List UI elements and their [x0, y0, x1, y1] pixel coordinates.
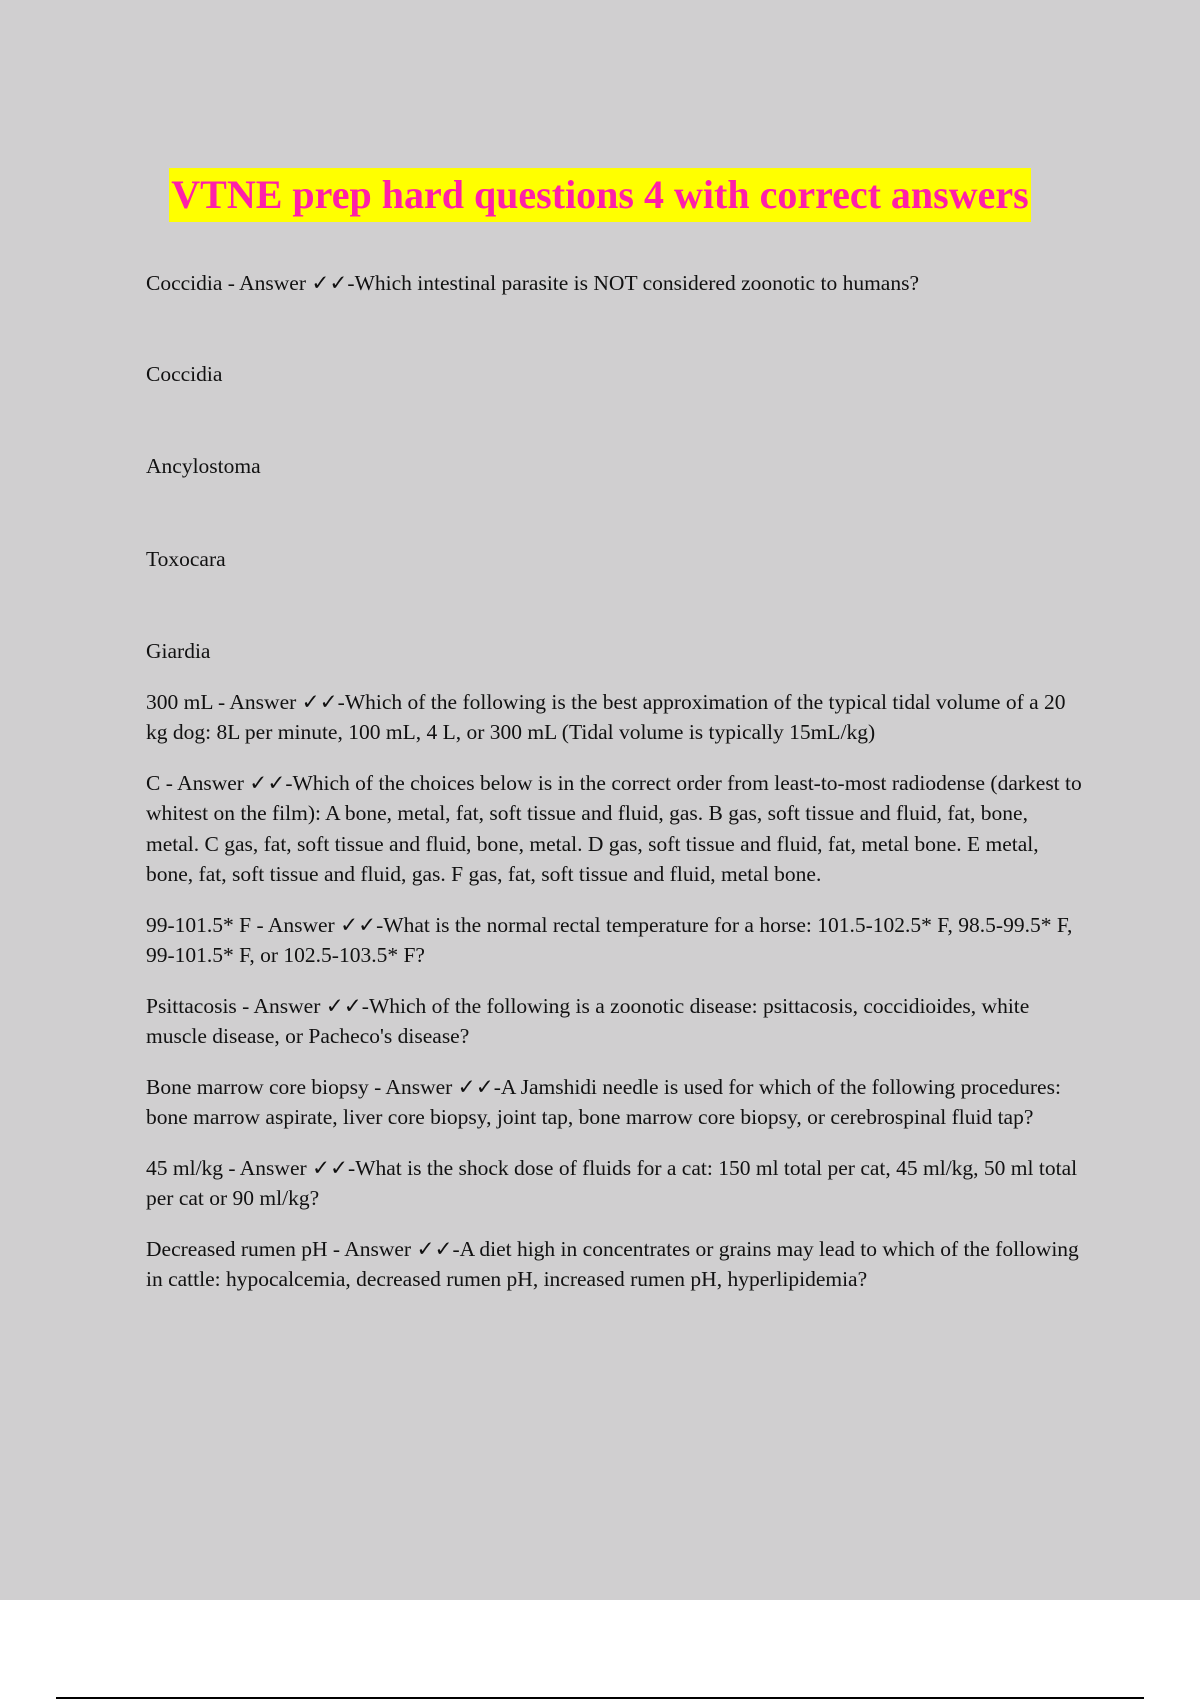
question-4: 99-101.5* F - Answer ✓✓-What is the normal rectal temperature for a horse: 101.5-102.5* F, 98.5-99.5* F, 99-101.5* F, or 102.5-103.5* F? — [146, 912, 1073, 967]
question-1: Coccidia - Answer ✓✓-Which intestinal parasite is NOT considered zoonotic to humans? — [146, 271, 920, 295]
answer-option: Coccidia — [146, 361, 223, 386]
question-5: Psittacosis - Answer ✓✓-Which of the following is a zoonotic disease: psittacosis, coccidioides, white muscle disease, or Pacheco's disease? — [146, 993, 1030, 1048]
answer-option: Giardia — [146, 639, 211, 663]
footer-divider — [56, 1697, 1144, 1699]
answer-option: Toxocara — [146, 546, 226, 571]
question-8: Decreased rumen pH - Answer ✓✓-A diet high in concentrates or grains may lead to which of the following in cattle: hypocalcemia, decreased rumen pH, increased rumen pH, hyperlipidemia? — [146, 1236, 1079, 1291]
question-7: 45 ml/kg - Answer ✓✓-What is the shock dose of fluids for a cat: 150 ml total per cat, 45 ml/kg, 50 ml total per cat or 90 ml/kg? — [146, 1155, 1078, 1210]
question-6: Bone marrow core biopsy - Answer ✓✓-A Jamshidi needle is used for which of the following procedures: bone marrow aspirate, liver core biopsy, joint tap, bone marrow core biopsy, or cerebrospinal fluid tap? — [146, 1074, 1061, 1129]
question-3: C - Answer ✓✓-Which of the choices below is in the correct order from least-to-most radiodense (darkest to whitest on the film): A bone, metal, fat, soft tissue and fluid, gas. B gas, soft tissue and fluid, fat, bone, metal. C gas, fat, soft tissue and fluid, bone, metal. D gas, soft tissue and fluid, fat, metal bone. E metal, bone, fat, soft tissue and fluid, gas. F gas, fat, soft tissue and fluid, metal bone. — [146, 770, 1082, 886]
document-body — [146, 268, 1084, 1315]
answer-option: Ancylostoma — [146, 454, 261, 478]
question-2: 300 mL - Answer ✓✓-Which of the following is the best approximation of the typical tidal volume of a 20 kg dog: 8L per minute, 100 mL, 4 L, or 300 mL (Tidal volume is typically 15mL/kg) — [146, 689, 1066, 744]
title-container — [0, 168, 1200, 222]
document-title: VTNE prep hard questions 4 with correct answers — [169, 168, 1030, 222]
